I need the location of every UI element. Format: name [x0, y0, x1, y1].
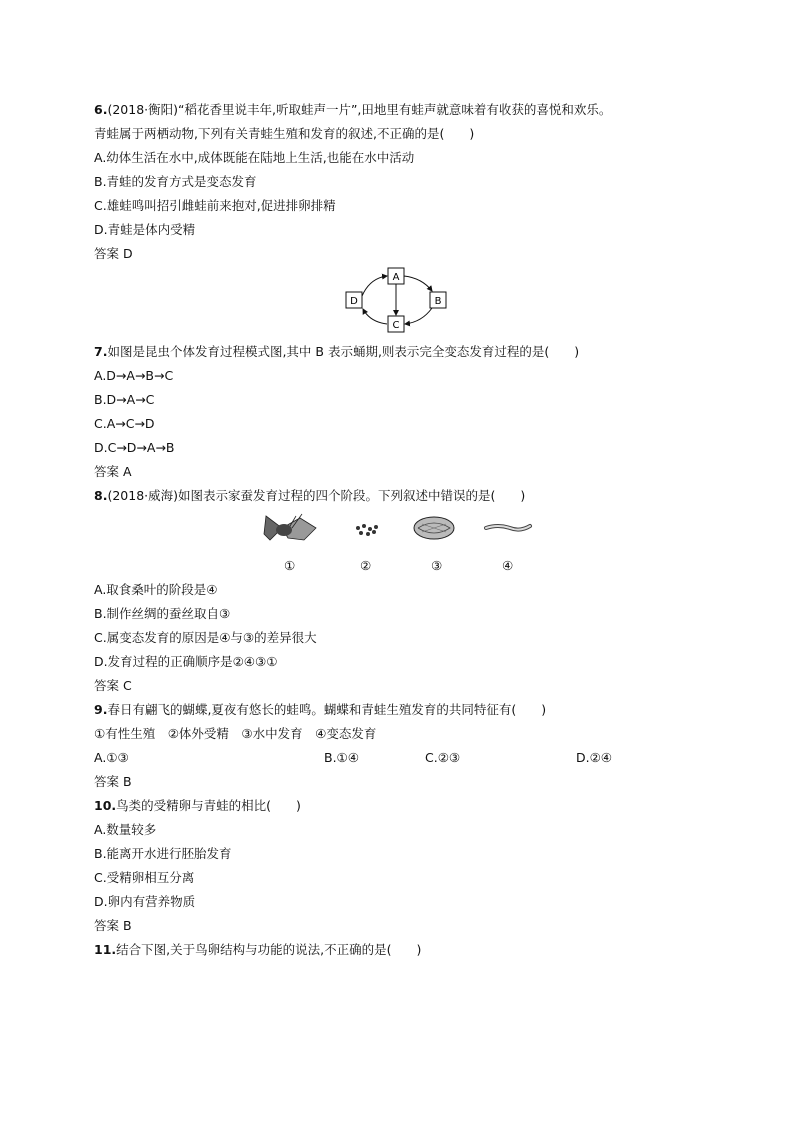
- q6-option-a: A.幼体生活在水中,成体既能在陆地上生活,也能在水中活动: [94, 150, 415, 165]
- q10-stem: [94, 794, 734, 818]
- q8-answer: 答案 C: [94, 678, 132, 693]
- q11-number: 11.: [94, 942, 117, 957]
- stage-label-3: ③: [431, 558, 443, 573]
- insect-cycle-svg: [94, 266, 734, 340]
- insect-cycle-diagram: [94, 266, 734, 340]
- q7-stem: [94, 340, 734, 364]
- arrow-c-to-d: [363, 309, 387, 324]
- q9-number: 9.: [94, 702, 108, 717]
- q8-stem: [94, 484, 734, 508]
- q10-answer: 答案 B: [94, 918, 132, 933]
- silkworm-stage-labels: [94, 554, 734, 578]
- q11-stem-text: 结合下图,关于鸟卵结构与功能的说法,不正确的是( ): [116, 942, 422, 957]
- stage-label-1: ①: [284, 558, 296, 573]
- q8-option-c: C.属变态发育的原因是④与③的差异很大: [94, 630, 317, 645]
- q7-stem-text: 如图是昆虫个体发育过程模式图,其中 B 表示蛹期,则表示完全变态发育过程的是( ): [107, 344, 580, 359]
- q7-option-b: B.D→A→C: [94, 392, 155, 407]
- q8-number: 8.: [94, 488, 108, 503]
- q7-option-d: D.C→D→A→B: [94, 440, 175, 455]
- q7-answer: 答案 A: [94, 464, 132, 479]
- q8-option-b: B.制作丝绸的蚕丝取自③: [94, 606, 231, 621]
- arrow-b-to-c: [405, 308, 432, 324]
- q9-stem: [94, 698, 734, 722]
- q10-stem-text: 鸟类的受精卵与青蛙的相比( ): [116, 798, 301, 813]
- q6-stem-line1: [94, 98, 734, 122]
- diagram-label-b: B: [434, 296, 442, 307]
- q6-stem-line2: 青蛙属于两栖动物,下列有关青蛙生殖和发育的叙述,不正确的是( ): [94, 126, 475, 141]
- diagram-label-c: C: [392, 320, 400, 331]
- q9-option-d: D.②④: [576, 750, 613, 765]
- q7-option-a: A.D→A→B→C: [94, 368, 174, 383]
- silkworm-stages-figure: [94, 508, 734, 554]
- stage-label-2: ②: [360, 558, 372, 573]
- q9-option-c: C.②③: [425, 750, 461, 765]
- eggs-image: [356, 524, 378, 536]
- q6-answer: 答案 D: [94, 246, 133, 261]
- stage-label-4: ④: [502, 558, 514, 573]
- q8-option-a: A.取食桑叶的阶段是④: [94, 582, 218, 597]
- worksheet-page: [94, 98, 734, 962]
- q6-option-d: D.青蛙是体内受精: [94, 222, 196, 237]
- q9-option-a: A.①③: [94, 750, 129, 765]
- diagram-label-a: A: [392, 272, 400, 283]
- q10-option-b: B.能离开水进行胚胎发育: [94, 846, 232, 861]
- larva-image: [486, 526, 530, 530]
- arrow-d-to-a: [362, 276, 387, 296]
- q6-stem-text: (2018·衡阳)“稻花香里说丰年,听取蛙声一片”,田地里有蛙声就意味着有收获的喜悦和欢乐。: [107, 102, 612, 117]
- arrow-a-to-b: [404, 276, 432, 291]
- diagram-label-d: D: [350, 296, 358, 307]
- q7-number: 7.: [94, 344, 108, 359]
- q10-option-a: A.数量较多: [94, 822, 157, 837]
- q6-option-b: B.青蛙的发育方式是变态发育: [94, 174, 257, 189]
- q11-stem: [94, 938, 734, 962]
- q10-option-d: D.卵内有营养物质: [94, 894, 196, 909]
- moth-image: [264, 514, 316, 540]
- q9-statements: ①有性生殖 ②体外受精 ③水中发育 ④变态发育: [94, 726, 377, 741]
- q9-option-b: B.①④: [324, 750, 359, 765]
- cocoon-image: [414, 517, 454, 539]
- q6-number: 6.: [94, 102, 108, 117]
- q9-stem-text: 春日有翩飞的蝴蝶,夏夜有悠长的蛙鸣。蝴蝶和青蛙生殖发育的共同特征有( ): [107, 702, 547, 717]
- q9-answer: 答案 B: [94, 774, 132, 789]
- q7-option-c: C.A→C→D: [94, 416, 155, 431]
- q8-option-d: D.发育过程的正确顺序是②④③①: [94, 654, 278, 669]
- q10-number: 10.: [94, 798, 117, 813]
- q6-option-c: C.雄蛙鸣叫招引雌蛙前来抱对,促进排卵排精: [94, 198, 336, 213]
- q10-option-c: C.受精卵相互分离: [94, 870, 195, 885]
- q8-stem-text: (2018·威海)如图表示家蚕发育过程的四个阶段。下列叙述中错误的是( ): [107, 488, 526, 503]
- q9-options-row: [94, 746, 734, 770]
- silkworm-stages-svg: [94, 508, 734, 554]
